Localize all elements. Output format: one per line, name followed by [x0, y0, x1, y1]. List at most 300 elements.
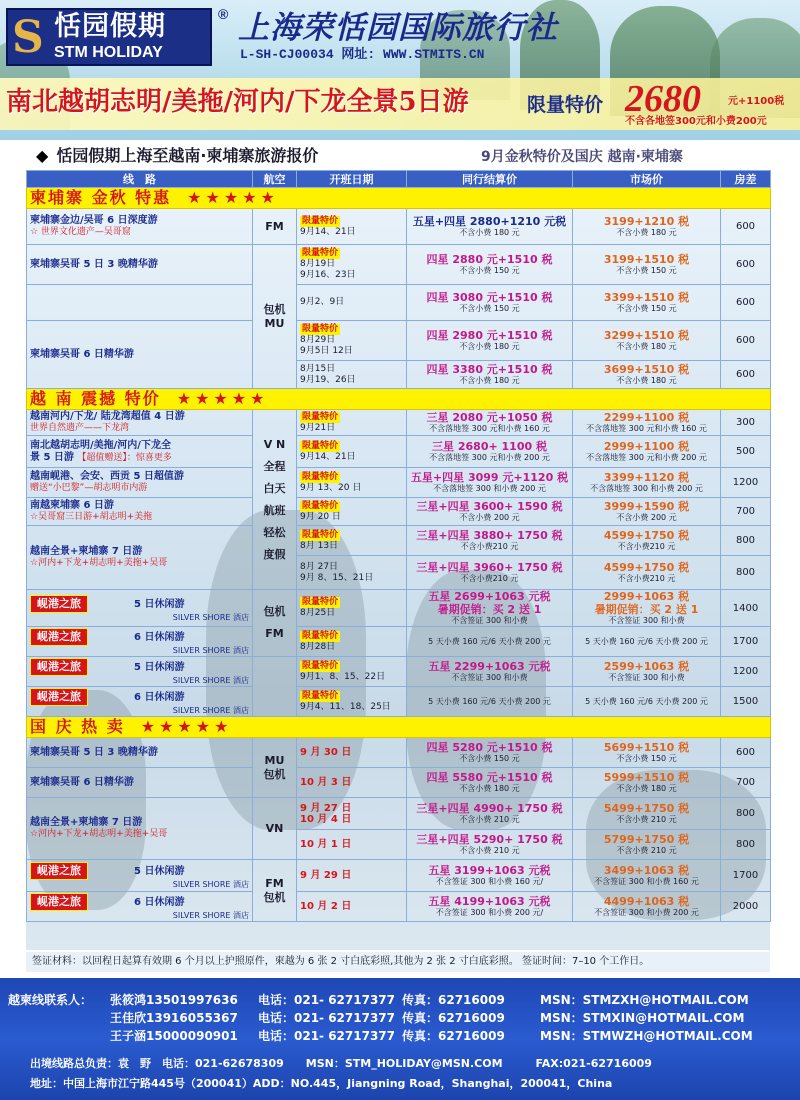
room-cell: 2000: [721, 892, 771, 922]
headline-note: 不含各地签300元和小费200元: [625, 116, 767, 127]
market-note: 不含小费 150 元: [616, 304, 677, 313]
logo-cn-text: 恬园假期: [54, 11, 166, 42]
quote-title-text: 恬园假期上海至越南·柬埔寨旅游报价: [56, 146, 319, 165]
promo-text: 暑期促销：买 2 送 1: [594, 603, 699, 616]
market-note: 不含签证 300 和小费 160 元: [594, 877, 699, 886]
price-note: 不含小费 180 元: [459, 228, 520, 237]
price-text: 五星 4199+1063 元税: [428, 895, 551, 908]
contact-name: 王子涵15000090901: [110, 1029, 238, 1043]
price-note: 不含签证 300 和小费 160 元/: [435, 877, 544, 886]
market-price-cell: [573, 245, 721, 285]
route-name: 6 日休闲游: [134, 692, 185, 703]
table-row: [27, 285, 771, 321]
price-text: 三星+四星 3600+ 1590 税: [416, 500, 563, 513]
price-text: 四星 5580 元+1510 税: [426, 771, 553, 784]
section-title: 越 南 震撼 特价: [30, 389, 161, 408]
limited-price-label: 限量特价: [527, 94, 604, 116]
price-text: 五星 2699+1063 元税: [428, 590, 551, 603]
room-cell: 500: [721, 436, 771, 468]
market-note: 不含小费 180 元: [616, 228, 677, 237]
price-note: 不含小费 180 元: [459, 784, 520, 793]
price-note: 不含小费 200 元: [459, 513, 520, 522]
limited-tag: 限量特价: [302, 630, 339, 641]
table-row: [27, 590, 771, 627]
contact-msn: MSN：STMZXH@HOTMAIL.COM: [540, 993, 749, 1007]
room-cell: 1400: [721, 590, 771, 627]
trade-price-cell: [407, 798, 573, 830]
market-text: 4599+1750 税: [603, 561, 690, 574]
dates-cell: [297, 321, 407, 361]
market-text: 2999+1063 税: [603, 590, 690, 603]
route-cell: [27, 627, 253, 657]
route-name: 南北越胡志明/美拖/河内/下龙全: [30, 439, 171, 451]
route-note: ☆吴哥窟三日游+胡志明+美拖: [30, 512, 153, 522]
room-cell: 700: [721, 768, 771, 798]
room-cell: 800: [721, 556, 771, 590]
dates-cell: [297, 657, 407, 687]
market-text: 4599+1750 税: [603, 529, 690, 542]
market-price-cell: [573, 738, 721, 768]
col-trade-price: 同行结算价: [407, 171, 573, 188]
trade-price-cell: [407, 627, 573, 657]
table-row: [27, 436, 771, 468]
market-note: 不含落地签 300 元和小费 160 元: [586, 424, 707, 433]
contact-name: 张筱鸿13501997636: [110, 993, 238, 1007]
section-title: 柬埔寨 金秋 特惠: [30, 188, 172, 207]
price-note: 不含小费210 元: [460, 542, 519, 551]
route-note: ☆ 世界文化遗产—吴哥窟: [30, 227, 131, 237]
contacts-label: 越柬线联系人：: [8, 993, 93, 1007]
route-cell: [27, 860, 253, 892]
price-text: 三星+四星 5290+ 1750 税: [416, 833, 563, 846]
price-note: 不含小费 210 元: [459, 846, 520, 855]
trade-price-cell: [407, 860, 573, 892]
agency-name: 上海荣恬园国际旅行社: [238, 10, 558, 46]
room-cell: 600: [721, 321, 771, 361]
market-price-cell: [573, 321, 721, 361]
limited-tag: 限量特价: [302, 411, 339, 422]
room-cell: 600: [721, 209, 771, 245]
danang-badge: 岘港之旅: [30, 658, 88, 676]
room-cell: 1700: [721, 627, 771, 657]
room-cell: 300: [721, 410, 771, 436]
trade-price-cell: [407, 738, 573, 768]
star-rating-icon: ★★★★★: [187, 188, 279, 207]
price-note: 不含小费 180 元: [459, 342, 520, 351]
market-text: 3999+1590 税: [603, 500, 690, 513]
airline-cell: [253, 657, 297, 717]
room-cell: 600: [721, 361, 771, 389]
price-text: 三星 2680+ 1100 税: [432, 440, 547, 453]
market-note: 不含签证 300 和小费 200 元: [594, 908, 699, 917]
price-note: 不含落地签 300 元和小费 160 元: [429, 424, 550, 433]
table-row: [27, 321, 771, 361]
room-cell: 1500: [721, 687, 771, 717]
route-name: 景 5 日游: [30, 451, 74, 463]
dates-cell: [297, 245, 407, 285]
price-note: 不含签证 300 和小费: [451, 616, 528, 625]
dates-cell: 9月2、9日: [297, 285, 407, 321]
price-text: 四星 3380 元+1510 税: [426, 363, 553, 376]
route-name: 6 日休闲游: [134, 897, 185, 908]
col-market-price: 市场价: [573, 171, 721, 188]
route-name: 5 日休闲游: [134, 662, 185, 673]
dates-cell: 9 月 29 日: [297, 860, 407, 892]
trade-price-cell: [407, 590, 573, 627]
date-text: 9月 20 日: [300, 511, 341, 522]
date-text: 8月29日 9月5日 12日: [300, 335, 353, 356]
market-note: 不含小费 210 元: [616, 815, 677, 824]
table-header-row: [27, 171, 771, 188]
route-note: 赠送“小巴黎”—胡志明市内游: [30, 483, 148, 493]
price-text: 三星+四星 3960+ 1750 税: [416, 561, 563, 574]
star-rating-icon: ★★★★★: [176, 389, 269, 408]
contact-tel: 电话：021- 62717377: [258, 1011, 396, 1025]
contact-tel: 电话：021- 62717377: [258, 1029, 396, 1043]
market-note: 5 天小费 160 元/6 天小费 200 元: [585, 696, 708, 706]
route-note: 世界自然遗产——下龙湾: [30, 423, 130, 433]
dates-cell: [297, 526, 407, 556]
trade-price-cell: [407, 768, 573, 798]
airline-cell: 包机 MU: [253, 245, 297, 389]
market-text: 2599+1063 税: [603, 660, 690, 673]
table-row: [27, 738, 771, 768]
dates-cell: [297, 498, 407, 526]
date-text: 9月14、21日: [300, 226, 356, 237]
price-note: 5 天小费 160 元/6 天小费 200 元: [428, 696, 551, 706]
route-name: 越南岘港、会安、西贡 5 日超值游: [30, 471, 184, 482]
col-dates: 开班日期: [297, 171, 407, 188]
route-cell: [27, 468, 253, 498]
address-line: 地址：中国上海市江宁路445号（200041）ADD：NO.445，Jiangning Road，Shanghai，200041，China: [30, 1077, 613, 1090]
market-note: 不含小费 180 元: [616, 784, 677, 793]
room-cell: 1200: [721, 468, 771, 498]
route-cell: [27, 436, 253, 468]
dates-cell: [297, 468, 407, 498]
table-row: [27, 687, 771, 717]
contact-fax: 传真：62716009: [402, 1011, 505, 1025]
market-text: 5999+1510 税: [603, 771, 690, 784]
table-row: [27, 657, 771, 687]
market-price-cell: [573, 830, 721, 860]
market-price-cell: [573, 860, 721, 892]
col-airline: 航空: [253, 171, 297, 188]
table-row: [27, 798, 771, 830]
market-price-cell: [573, 657, 721, 687]
dates-cell: [297, 687, 407, 717]
table-row: [27, 209, 771, 245]
license-website: L-SH-CJ00034 网址: WWW.STMITS.CN: [240, 47, 485, 62]
date-text: 8月19日 9月16、23日: [300, 259, 356, 280]
market-price-cell: [573, 892, 721, 922]
contact-name: 王佳欣13916055367: [110, 1011, 238, 1025]
market-text: 4499+1063 税: [603, 895, 690, 908]
trade-price-cell: [407, 468, 573, 498]
market-price-cell: [573, 687, 721, 717]
danang-badge: 岘港之旅: [30, 595, 88, 613]
route-name: 6 日休闲游: [134, 632, 185, 643]
market-note: 不含签证 300 和小费: [608, 616, 685, 625]
dates-cell: 10 月 3 日: [297, 768, 407, 798]
route-cell: [27, 590, 253, 627]
limited-tag: 限量特价: [302, 597, 339, 607]
contact-fax: 传真：62716009: [402, 993, 505, 1007]
market-note: 不含小费 180 元: [616, 342, 677, 351]
price-text: 四星 2880 元+1510 税: [426, 253, 553, 266]
airline-cell: MU 包机: [253, 738, 297, 798]
hotel-note: SILVER SHORE 酒店: [172, 676, 249, 685]
date-text: 9月21日: [300, 422, 336, 433]
market-price-cell: [573, 798, 721, 830]
market-text: 5799+1750 税: [603, 833, 690, 846]
price-text: 五星+四星 2880+1210 元税: [412, 215, 567, 228]
logo-s-mark-icon: S: [12, 12, 44, 63]
limited-tag: 限量特价: [302, 215, 339, 226]
limited-tag: 限量特价: [302, 324, 339, 334]
airline-cell: 包机 FM: [253, 590, 297, 657]
table-row: [27, 860, 771, 892]
date-text: 8月25日: [300, 608, 336, 618]
date-text: 9月14、21日: [300, 451, 356, 462]
dates-cell: 10 月 2 日: [297, 892, 407, 922]
danang-badge: 岘港之旅: [30, 862, 88, 880]
airline-cell: VN: [253, 798, 297, 860]
market-text: 3399+1510 税: [603, 291, 690, 304]
limited-tag: 限量特价: [302, 500, 339, 511]
table-row: [27, 627, 771, 657]
market-text: 2999+1100 税: [603, 440, 690, 453]
danang-badge: 岘港之旅: [30, 893, 88, 911]
room-cell: 800: [721, 798, 771, 830]
promo-text: 暑期促销：买 2 送 1: [437, 603, 542, 616]
table-row: [27, 768, 771, 798]
date-text: 9月4、11、18、25日: [300, 701, 391, 712]
dates-cell: 9 月 30 日: [297, 738, 407, 768]
market-note: 不含小费210 元: [617, 542, 676, 551]
market-text: 3199+1510 税: [603, 253, 690, 266]
route-cell: [27, 687, 253, 717]
dates-cell: [297, 436, 407, 468]
section-national-day: [27, 717, 771, 738]
section-title: 国 庆 热 卖: [30, 717, 125, 736]
danang-badge: 岘港之旅: [30, 688, 88, 706]
trade-price-cell: [407, 209, 573, 245]
market-note: 不含小费 200 元: [616, 513, 677, 522]
date-text: 8月28日: [300, 641, 336, 652]
price-text: 五星 3199+1063 元税: [428, 864, 551, 877]
route-cell: [27, 657, 253, 687]
market-note: 不含小费210 元: [617, 574, 676, 583]
price-text: 四星 3080 元+1510 税: [426, 291, 553, 304]
trade-price-cell: [407, 892, 573, 922]
limited-tag: 限量特价: [302, 440, 339, 451]
limited-tag: 限量特价: [302, 471, 339, 482]
market-note: 不含小费 210 元: [616, 846, 677, 855]
market-price-cell: [573, 285, 721, 321]
route-cell: [27, 285, 253, 321]
price-text: 四星 5280 元+1510 税: [426, 741, 553, 754]
registered-mark: ®: [218, 6, 229, 22]
room-cell: 1200: [721, 657, 771, 687]
price-note: 不含小费 150 元: [459, 754, 520, 763]
dates-cell: [297, 627, 407, 657]
route-note: 【超值赠送】：惊喜更多: [77, 452, 172, 463]
route-name: 南越柬埔寨 6 日游: [30, 500, 114, 511]
market-note: 不含落地签 300 元和小费 200 元: [586, 453, 707, 462]
route-cell: 柬埔寨吴哥 5 日 3 晚精华游: [27, 738, 253, 768]
route-note: ☆河内+下龙+胡志明+美拖+吴哥: [30, 829, 168, 839]
brand-logo: [6, 8, 212, 66]
market-price-cell: [573, 436, 721, 468]
trade-price-cell: [407, 657, 573, 687]
trade-price-cell: [407, 245, 573, 285]
limited-tag: 限量特价: [302, 690, 339, 701]
route-cell: [27, 410, 253, 436]
hotel-note: SILVER SHORE 酒店: [172, 646, 249, 655]
room-cell: 1700: [721, 860, 771, 892]
trade-price-cell: [407, 285, 573, 321]
price-note: 不含落地签 300 元和小费 200 元: [429, 453, 550, 462]
route-name: 柬埔寨金边/吴哥 6 日深度游: [30, 215, 158, 226]
trade-price-cell: [407, 436, 573, 468]
market-text: 3299+1510 税: [603, 329, 690, 342]
contact-msn: MSN：STMWZH@HOTMAIL.COM: [540, 1029, 753, 1043]
market-price-cell: [573, 556, 721, 590]
market-text: 5499+1750 税: [603, 802, 690, 815]
trade-price-cell: [407, 830, 573, 860]
price-note: 5 天小费 160 元/6 天小费 200 元: [428, 636, 551, 646]
price-note: 不含小费 150 元: [459, 266, 520, 275]
price-text: 三星+四星 4990+ 1750 税: [416, 802, 563, 815]
airline-cell: FM 包机: [253, 860, 297, 922]
market-price-cell: [573, 410, 721, 436]
market-text: 3399+1120 税: [603, 471, 690, 484]
trade-price-cell: [407, 321, 573, 361]
route-cell: [27, 798, 253, 860]
price-note: 不含小费 210 元: [459, 815, 520, 824]
room-cell: 800: [721, 830, 771, 860]
market-text: 5699+1510 税: [603, 741, 690, 754]
hotel-note: SILVER SHORE 酒店: [172, 880, 249, 889]
price-text: 五星+四星 3099 元+1120 税: [410, 471, 569, 484]
market-price-cell: [573, 468, 721, 498]
route-note: ☆河内+下龙+胡志明+美拖+吴哥: [30, 558, 168, 568]
price-text: 三星 2080 元+1050 税: [426, 411, 553, 424]
contact-fax: 传真：62716009: [402, 1029, 505, 1043]
manager-line: 出境线路总负责：袁 野 电话：021-62678309 MSN：STM_HOLIDAY@MSN.COM FAX:021-62716009: [30, 1057, 652, 1070]
market-note: 不含落地签 300 和小费 200 元: [590, 484, 703, 493]
route-cell: [27, 498, 253, 526]
table-row: [27, 892, 771, 922]
date-text: 8月 13日: [300, 540, 339, 551]
market-price-cell: [573, 526, 721, 556]
route-name: 越南全景+柬埔寨 7 日游: [30, 817, 143, 828]
visa-requirements: 签证材料：以回程日起算有效期 6 个月以上护照原件，柬越为 6 张 2 寸白底彩照,其他为 2 张 2 寸白底彩照。 签证时间：7–10 个工作日。: [26, 952, 770, 972]
trade-price-cell: [407, 410, 573, 436]
room-cell: 600: [721, 245, 771, 285]
trade-price-cell: [407, 526, 573, 556]
price-note: 不含小费 180 元: [459, 376, 520, 385]
market-note: 不含小费 180 元: [616, 376, 677, 385]
danang-badge: 岘港之旅: [30, 628, 88, 646]
price-note: 不含签证 300 和小费: [451, 673, 528, 682]
market-note: 5 天小费 160 元/6 天小费 200 元: [585, 636, 708, 646]
market-text: 2299+1100 税: [603, 411, 690, 424]
table-row: [27, 245, 771, 285]
date-text: 9月 13、20 日: [300, 482, 362, 493]
limited-tag: 限量特价: [302, 248, 339, 258]
market-text: 3499+1063 税: [603, 864, 690, 877]
route-cell: [27, 209, 253, 245]
contact-tel: 电话：021- 62717377: [258, 993, 396, 1007]
quote-subtitle: 9月金秋特价及国庆 越南·柬埔寨: [481, 149, 683, 165]
table-row: [27, 498, 771, 526]
price-note: 不含签证 300 和小费 200 元/: [435, 908, 544, 917]
hotel-note: SILVER SHORE 酒店: [172, 706, 249, 715]
price-text: 四星 2980 元+1510 税: [426, 329, 553, 342]
route-cell: 柬埔寨吴哥 5 日 3 晚精华游: [27, 245, 253, 285]
contact-msn: MSN：STMXIN@HOTMAIL.COM: [540, 1011, 745, 1025]
trade-price-cell: [407, 556, 573, 590]
route-name: 5 日休闲游: [134, 598, 185, 610]
section-cambodia: [27, 188, 771, 209]
price-note: 不含小费 150 元: [459, 304, 520, 313]
dates-cell: [297, 209, 407, 245]
market-note: 不含签证 300 和小费: [608, 673, 685, 682]
market-price-cell: [573, 209, 721, 245]
trade-price-cell: [407, 498, 573, 526]
market-text: 3199+1210 税: [603, 215, 690, 228]
route-cell: 柬埔寨吴哥 6 日精华游: [27, 768, 253, 798]
market-price-cell: [573, 590, 721, 627]
quote-title: [36, 146, 318, 166]
contact-footer: [0, 978, 800, 1100]
market-price-cell: [573, 498, 721, 526]
market-text: 3699+1510 税: [603, 363, 690, 376]
date-text: 9月1、8、15、22日: [300, 671, 386, 682]
airline-cell: V N 全程 白天 航班 轻松 度假: [253, 410, 297, 590]
dates-cell: [297, 590, 407, 627]
dates-cell: 9 月 27 日 10 月 4 日: [297, 798, 407, 830]
route-name: 5 日休闲游: [134, 866, 185, 877]
dates-cell: [297, 410, 407, 436]
section-vietnam: [27, 389, 771, 410]
dates-cell: 8月15日 9月19、26日: [297, 361, 407, 389]
route-name: 越南全景+柬埔寨 7 日游: [30, 546, 143, 557]
price-note: 不含小费210 元: [460, 574, 519, 583]
market-price-cell: [573, 361, 721, 389]
room-cell: 600: [721, 285, 771, 321]
price-note: 不含落地签 300 和小费 200 元: [433, 484, 546, 493]
price-text: 三星+四星 3880+ 1750 税: [416, 529, 563, 542]
trade-price-cell: [407, 687, 573, 717]
market-price-cell: [573, 627, 721, 657]
table-row: [27, 526, 771, 556]
market-note: 不含小费 150 元: [616, 754, 677, 763]
airline-cell: FM: [253, 209, 297, 245]
price-text: 五星 2299+1063 元税: [428, 660, 551, 673]
dates-cell: 10 月 1 日: [297, 830, 407, 860]
market-price-cell: [573, 768, 721, 798]
star-rating-icon: ★★★★★: [140, 717, 233, 736]
room-cell: 700: [721, 498, 771, 526]
table-row: [27, 410, 771, 436]
route-cell: [27, 526, 253, 590]
market-note: 不含小费 150 元: [616, 266, 677, 275]
table-row: [27, 468, 771, 498]
route-cell: [27, 892, 253, 922]
header-banner: [0, 0, 800, 140]
